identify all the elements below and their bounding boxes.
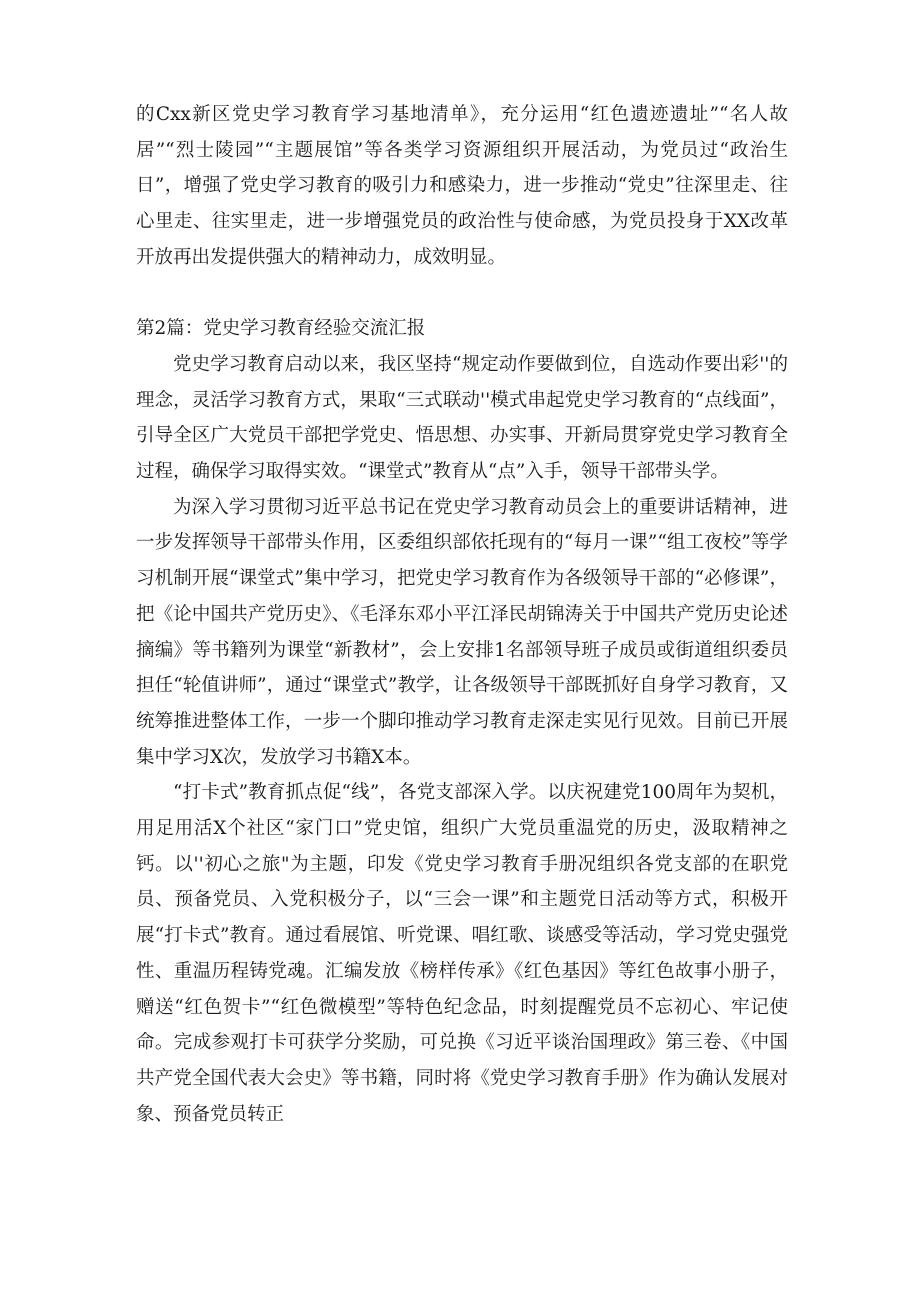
body-paragraph-checkin: “打卡式”教育抓点促“线”，各党支部深入学。以庆祝建党100周年为契机，用足用活X个社区“家门口”党史馆，组织广大党员重温党的历史，汲取精神之钙。以''初心之旅"为主题，印发《党史学习教育手册况组织各党支部的在职党员、预备党员、入党积极分子，以“三会一课”和主题党日活动等方式，积极开展“打卡式”教育。通过看展馆、听党课、唱红歌、谈感受等活动，学习党史强党性、重温历程铸党魂。汇编发放《榜样传承》《红色基因》等红色故事小册子，赠送“红色贺卡”“红色微模型”等特色纪念品，时刻提醒党员不忘初心、牢记使命。完成参观打卡可获学分奖励，可兑换《习近平谈治国理政》第三卷、《中国共产党全国代表大会史》等书籍，同时将《党史学习教育手册》作为确认发展对象、预备党员转正 [136, 782, 788, 1125]
paragraph-spacer [136, 276, 788, 312]
body-paragraph-classroom: 为深入学习贯彻习近平总书记在党史学习教育动员会上的重要讲话精神，进一步发挥领导干部带头作用，区委组织部依托现有的“每月一课”“组工夜校”等学习机制开展“课堂式”集中学习，把党史学习教育作为各级领导干部的“必修课”，把《论中国共产党历史》、《毛泽东邓小平江泽民胡锦涛关于中国共产党历史论述摘编》等书籍列为课堂“新教材”，会上安排1名部领导班子成员或街道组织委员担任“轮值讲师”，通过“课堂式”教学，让各级领导干部既抓好自身学习教育，又统筹推进整体工作，一步一个脚印推动学习教育走深走实见行见效。目前已开展集中学习X次，发放学习书籍X本。 [136, 496, 788, 768]
document-body [136, 97, 788, 1132]
continuation-paragraph: 的Cxx新区党史学习教育学习基地清单》，充分运用“红色遗迹遗址”“名人故居”“烈士陵园”“主题展馆”等各类学习资源组织开展活动，为党员过“政治生日”，增强了党史学习教育的吸引力和感染力，进一步推动“党史”往深里走、往心里走、往实里走，进一步增强党员的政治性与使命感，为党员投身于XX改革开放再出发提供强大的精神动力，成效明显。 [136, 104, 788, 268]
section-heading: 第2篇：党史学习教育经验交流汇报 [136, 318, 426, 340]
body-paragraph-intro: 党史学习教育启动以来，我区坚持“规定动作要做到位，自选动作要出彩''的理念，灵活学习教育方式，果取“三式联动''模式串起党史学习教育的“点线面”，引导全区广大党员干部把学党史、悟思想、办实事、开新局贯穿党史学习教育全过程，确保学习取得实效。“课堂式”教育从“点”入手，领导干部带头学。 [136, 353, 788, 483]
